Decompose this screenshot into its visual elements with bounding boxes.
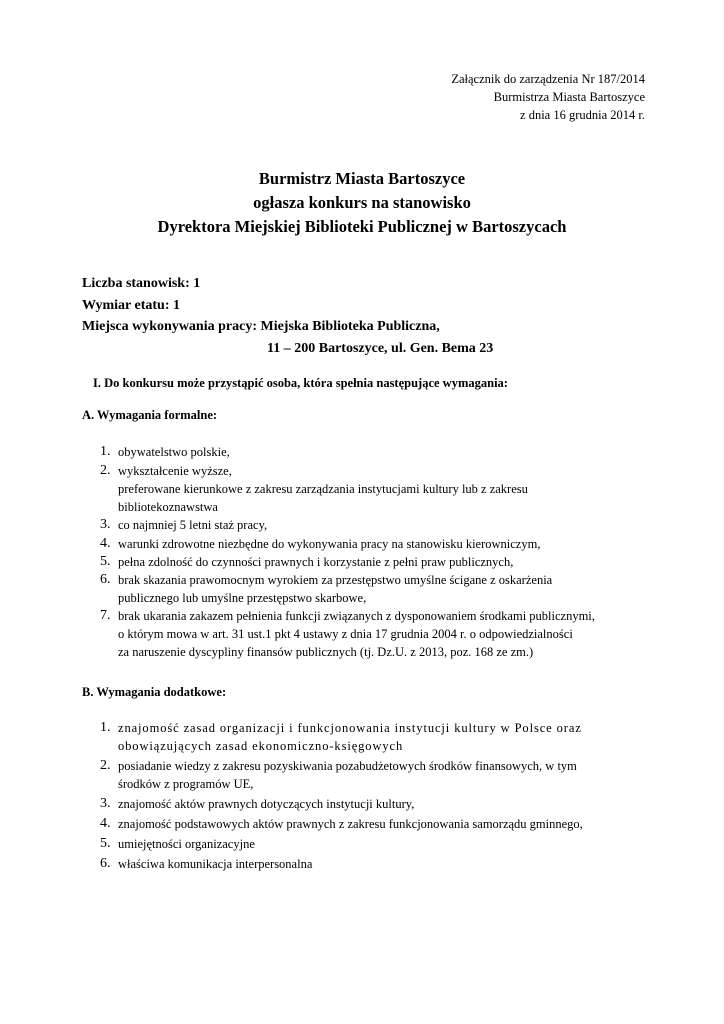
item-text: znajomość podstawowych aktów prawnych z zakresu funkcjonowania samorządu gminnego, (118, 817, 583, 831)
item-number: 1. (100, 444, 111, 459)
item-number: 6. (100, 856, 111, 871)
item-text: wykształcenie wyższe, (118, 464, 232, 478)
item-number: 2. (100, 463, 111, 478)
document-heading (0, 167, 724, 239)
list-item (100, 855, 660, 873)
list-item (100, 835, 660, 853)
item-number: 4. (100, 536, 111, 551)
list-item (100, 607, 660, 661)
list-item (100, 815, 660, 833)
item-number: 1. (100, 720, 111, 735)
list-item (100, 462, 660, 516)
item-text: znajomość zasad organizacji i funkcjonowania instytucji kultury w Polsce oraz (118, 721, 582, 735)
section-a-title: A. Wymagania formalne: (82, 408, 218, 422)
item-text-continued: środków z programów UE, (118, 777, 254, 791)
item-text: co najmniej 5 letni staż pracy, (118, 518, 268, 532)
item-number: 2. (100, 758, 111, 773)
item-number: 4. (100, 816, 111, 831)
item-number: 3. (100, 517, 111, 532)
item-text: warunki zdrowotne niezbędne do wykonywania pracy na stanowisku kierowniczym, (118, 537, 541, 551)
section-i-title: I. Do konkursu może przystąpić osoba, która spełnia następujące wymagania: (93, 376, 508, 390)
item-number: 5. (100, 554, 111, 569)
item-text-continued: publicznego lub umyślne przestępstwo skarbowe, (118, 591, 367, 605)
workplace: Miejsca wykonywania pracy: Miejska Biblioteka Publiczna, (82, 319, 440, 334)
item-text-continued: o którym mowa w art. 31 ust.1 pkt 4 ustawy z dnia 17 grudnia 2004 r. o odpowiedzialności (118, 627, 573, 641)
list-item (100, 535, 660, 553)
item-text-continued: obowiązujących zasad ekonomiczno-księgowych (118, 739, 404, 753)
heading-line-2: ogłasza konkurs na stanowisko (253, 193, 471, 212)
heading-line-3: Dyrektora Miejskiej Biblioteki Publicznej w Bartoszycach (157, 217, 567, 236)
item-text: pełna zdolność do czynności prawnych i korzystanie z pełni praw publicznych, (118, 555, 514, 569)
annex-line-1: Załącznik do zarządzenia Nr 187/2014 (451, 72, 645, 86)
heading-line-1: Burmistrz Miasta Bartoszyce (258, 169, 466, 188)
list-item (100, 516, 660, 534)
list-item (100, 443, 660, 461)
item-text: znajomość aktów prawnych dotyczących instytucji kultury, (118, 797, 415, 811)
item-text: umiejętności organizacyjne (118, 837, 255, 851)
formal-requirements-list (100, 443, 660, 661)
annex-line-3: z dnia 16 grudnia 2014 r. (520, 108, 645, 122)
list-item (100, 571, 660, 607)
item-number: 3. (100, 796, 111, 811)
positions-count: Liczba stanowisk: 1 (82, 276, 201, 291)
item-text-continued: bibliotekoznawstwa (118, 500, 218, 514)
annex-note (451, 70, 645, 124)
item-text: brak skazania prawomocnym wyrokiem za przestępstwo umyślne ścigane z oskarżenia (118, 573, 553, 587)
list-item (100, 795, 660, 813)
position-info (82, 273, 642, 359)
additional-requirements-list (100, 719, 660, 875)
list-item (100, 553, 660, 571)
item-text: właściwa komunikacja interpersonalna (118, 857, 313, 871)
item-text-continued: preferowane kierunkowe z zakresu zarządzania instytucjami kultury lub z zakresu (118, 482, 528, 496)
section-b-title: B. Wymagania dodatkowe: (82, 685, 227, 699)
item-number: 5. (100, 836, 111, 851)
annex-line-2: Burmistrza Miasta Bartoszyce (493, 90, 645, 104)
workload: Wymiar etatu: 1 (82, 297, 180, 313)
item-text-continued: za naruszenie dyscypliny finansów publicznych (tj. Dz.U. z 2013, poz. 168 ze zm.) (118, 645, 534, 659)
item-text: brak ukarania zakazem pełnienia funkcji związanych z dysponowaniem środkami publicznymi, (118, 609, 595, 623)
item-text: posiadanie wiedzy z zakresu pozyskiwania pozabudżetowych środków finansowych, w tym (118, 759, 577, 773)
item-number: 6. (100, 572, 111, 587)
list-item (100, 719, 660, 755)
item-number: 7. (100, 608, 111, 623)
list-item (100, 757, 660, 793)
workplace-address: 11 – 200 Bartoszyce, ul. Gen. Bema 23 (267, 340, 494, 356)
item-text: obywatelstwo polskie, (118, 445, 230, 459)
